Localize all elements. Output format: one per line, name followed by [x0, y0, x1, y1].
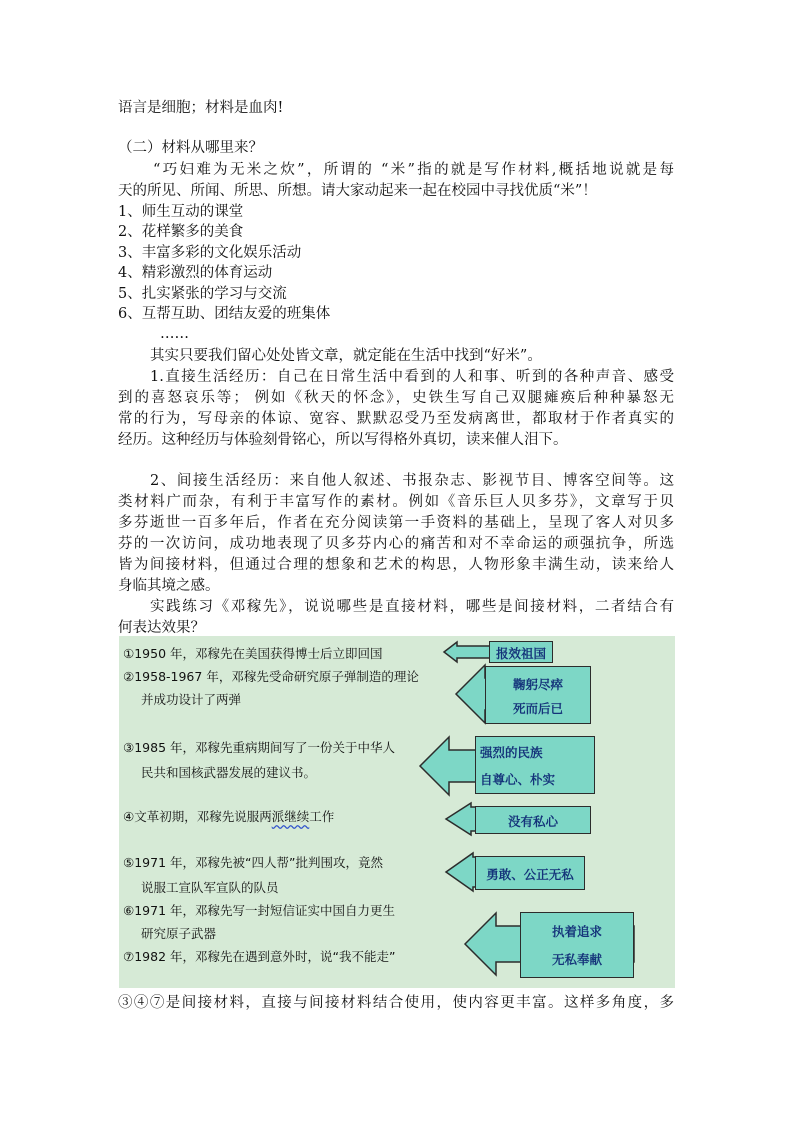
event-3: ③1985 年，邓稼先重病期间写了一份关于中华人 — [123, 740, 395, 755]
event-6: ⑥1971 年，邓稼先写一封短信证实中国自力更生 — [123, 903, 395, 918]
deng-jiaxian-figure — [119, 636, 675, 988]
label-text: 报效祖国 — [495, 646, 546, 661]
event-3-continued: 民共和国核武器发展的建议书。 — [141, 765, 317, 780]
list-item: 5、扎实紧张的学习与交流 — [118, 286, 287, 302]
indirect-experience-line: 皆为间接材料，但通过合理的想象和艺术的构思，人物形象丰满生动，读来给人 — [118, 557, 674, 573]
label-text: 鞠躬尽瘁 — [512, 677, 563, 692]
event-2: ②1958-1967 年，邓稼先受命研究原子弹制造的理论 — [123, 669, 419, 684]
summary-line: 其实只要我们留心处处皆文章，就定能在生活中找到“好米”。 — [150, 348, 542, 364]
event-4 — [123, 807, 334, 825]
event-4-text: ④文革初期，邓稼先说服两 — [123, 809, 272, 824]
conclusion-line: ③④⑦是间接材料，直接与间接材料结合使用，使内容更丰富。这样多角度，多 — [118, 995, 674, 1011]
event-5-continued: 说服工宣队军宣队的队员 — [141, 880, 279, 895]
practice-line: 何表达效果？ — [118, 620, 205, 636]
label-text: 执着追求 — [551, 924, 602, 939]
intro-line-1: “巧妇难为无米之炊”，所谓的 “米”指的就是写作材料,概括地说就是每 — [153, 162, 674, 178]
indirect-experience-line: 芬的一次访问，成功地表现了贝多芬内心的痛苦和对不幸命运的顽强抗争，所选 — [118, 536, 674, 552]
label-text: 死而后已 — [512, 701, 563, 716]
event-4-underlined: 派继续 — [271, 809, 310, 824]
list-item: 4、精彩激烈的体育运动 — [118, 265, 273, 281]
section-heading: （二）材料从哪里来？ — [118, 140, 263, 156]
ellipsis: …… — [160, 326, 189, 342]
label-text: 自尊心、朴实 — [480, 772, 556, 787]
direct-experience-line: 常的行为，写母亲的体谅、宽容、默默忍受乃至发病离世，都取材于作者真实的 — [118, 411, 674, 427]
practice-line: 实践练习《邓稼先》，说说哪些是直接材料，哪些是间接材料，二者结合有 — [150, 599, 674, 615]
event-2-continued: 并成功设计了两弹 — [141, 692, 242, 707]
indirect-experience-line: 类材料广而杂，有利于丰富写作的素材。例如《音乐巨人贝多芬》，文章写于贝 — [118, 494, 674, 510]
list-item: 6、互帮互助、团结友爱的班集体 — [118, 306, 331, 322]
event-7: ⑦1982 年，邓稼先在遇到意外时，说“我不能走” — [123, 949, 396, 964]
opening-line: 语言是细胞；材料是血肉! — [118, 100, 284, 116]
label-text: 强烈的民族 — [480, 745, 543, 760]
direct-experience-line: 经历。这种经历与体验刻骨铭心，所以写得格外真切，读来催人泪下。 — [118, 432, 568, 448]
label-box — [475, 856, 585, 890]
event-4-end: 工作 — [309, 809, 335, 824]
list-item: 3、丰富多彩的文化娱乐活动 — [118, 245, 302, 261]
label-text: 勇敢、公正无私 — [486, 867, 574, 882]
indirect-experience-line: 身临其境之感。 — [118, 578, 220, 594]
list-item: 2、花样繁多的美食 — [118, 224, 244, 240]
list-item: 1、师生互动的课堂 — [118, 204, 244, 220]
event-5: ⑤1971 年，邓稼先被“四人帮”批判围攻，竟然 — [123, 855, 383, 870]
indirect-experience-line: 多芬逝世一百多年后，作者在充分阅读第一手资料的基础上，呈现了客人对贝多 — [118, 515, 674, 531]
label-box — [475, 806, 591, 834]
label-box — [489, 641, 553, 663]
event-6-continued: 研究原子武器 — [141, 926, 217, 941]
label-text: 没有私心 — [507, 814, 558, 829]
direct-experience-line: 1.直接生活经历：自己在日常生活中看到的人和事、听到的各种声音、感受 — [150, 369, 674, 385]
event-1: ①1950 年，邓稼先在美国获得博士后立即回国 — [123, 646, 383, 661]
label-box — [520, 912, 634, 978]
label-text: 无私奉献 — [551, 952, 602, 967]
indirect-experience-line: 2、间接生活经历：来自他人叙述、书报杂志、影视节目、博客空间等。这 — [150, 473, 674, 489]
label-box — [485, 666, 591, 724]
direct-experience-line: 到的喜怒哀乐等； 例如《秋天的怀念》，史铁生写自己双腿瘫痪后种种暴怒无 — [118, 390, 674, 406]
label-box — [475, 736, 595, 794]
intro-line-2: 天的所见、所闻、所思、所想。请大家动起来一起在校园中寻找优质“米”！ — [118, 183, 597, 199]
